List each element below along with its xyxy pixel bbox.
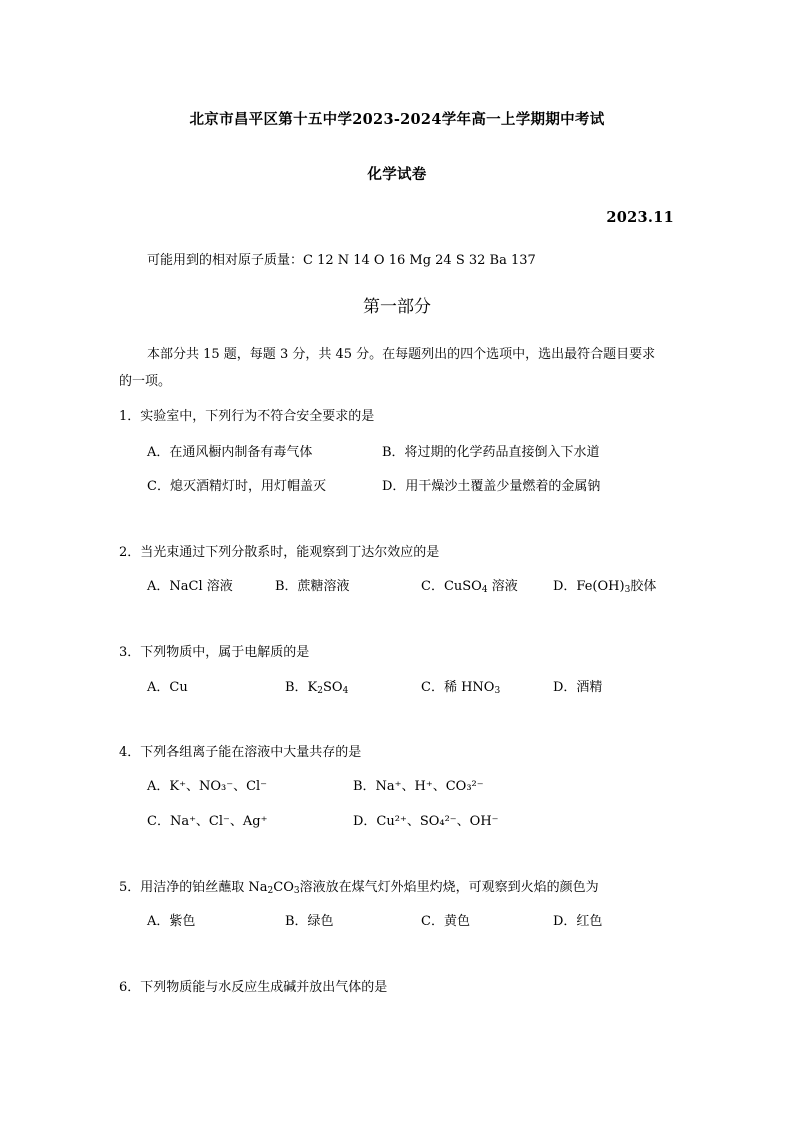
question-5-option-b: B．绿色 <box>285 914 334 929</box>
question-6-stem: 6．下列物质能与水反应生成碱并放出气体的是 <box>119 980 388 995</box>
atomic-masses: 可能用到的相对原子质量：C 12 N 14 O 16 Mg 24 S 32 Ba 137 <box>147 253 536 268</box>
exam-title: 北京市昌平区第十五中学2023-2024学年高一上学期期中考试 <box>189 111 605 128</box>
question-2-option-c: C．CuSO$_4$ 溶液 <box>421 579 518 595</box>
question-3-option-c: C．稀 $HNO_3$ <box>421 680 501 696</box>
question-1-option-a: A．在通风橱内制备有毒气体 <box>147 445 313 460</box>
question-5-option-c: C．黄色 <box>421 914 470 929</box>
question-4-option-c: C．Na⁺、Cl⁻、Ag⁺ <box>147 814 268 829</box>
part-title: 第一部分 <box>363 297 431 317</box>
question-2-option-d: D．$Fe(OH)_3$胶体 <box>553 579 657 595</box>
question-5-stem: 5．用洁净的铂丝蘸取 $Na_2CO_3$溶液放在煤气灯外焰里灼烧，可观察到火焰的颜色为 <box>119 880 599 896</box>
part-instructions-line1: 本部分共 15 题，每题 3 分，共 45 分。在每题列出的四个选项中，选出最符合题目要求 <box>147 347 656 362</box>
question-4-option-b: B．Na⁺、H⁺、CO₃²⁻ <box>353 779 484 794</box>
question-1-option-b: B．将过期的化学药品直接倒入下水道 <box>382 445 600 460</box>
question-4-option-a: A．K⁺、NO₃⁻、Cl⁻ <box>147 779 268 794</box>
question-2-option-a: A．NaCl 溶液 <box>147 579 233 594</box>
question-2-option-b: B．蔗糖溶液 <box>275 579 350 594</box>
exam-date: 2023.11 <box>606 209 674 226</box>
part-instructions-line2: 的一项。 <box>119 374 172 389</box>
question-1-stem: 1．实验室中，下列行为不符合安全要求的是 <box>119 409 375 424</box>
question-2-stem: 2．当光束通过下列分散系时，能观察到丁达尔效应的是 <box>119 545 440 560</box>
question-3-option-a: A．Cu <box>147 680 188 695</box>
question-1-option-c: C．熄灭酒精灯时，用灯帽盖灭 <box>147 479 326 494</box>
question-4-stem: 4．下列各组离子能在溶液中大量共存的是 <box>119 745 362 760</box>
question-3-stem: 3．下列物质中，属于电解质的是 <box>119 645 310 660</box>
question-5-option-a: A．紫色 <box>147 914 196 929</box>
question-4-option-d: D．Cu²⁺、SO₄²⁻、OH⁻ <box>353 814 499 829</box>
question-3-option-b: B．$K_2SO_4$ <box>285 680 349 696</box>
question-3-option-d: D．酒精 <box>553 680 603 695</box>
exam-subtitle: 化学试卷 <box>367 166 427 183</box>
question-5-option-d: D．红色 <box>553 914 603 929</box>
question-1-option-d: D．用干燥沙土覆盖少量燃着的金属钠 <box>382 479 601 494</box>
